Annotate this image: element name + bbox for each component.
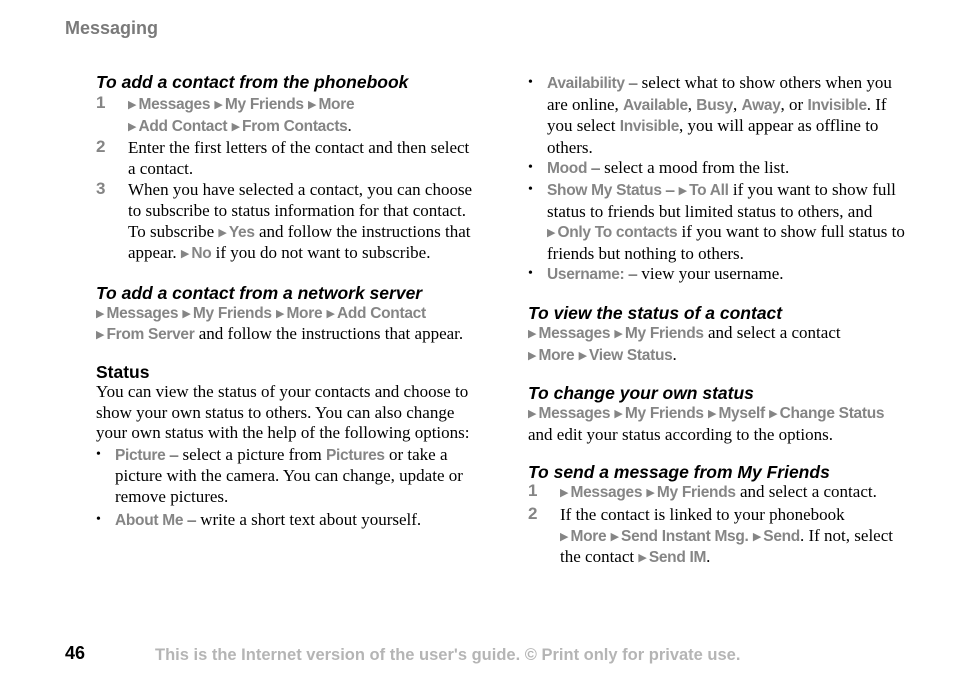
step-3 bbox=[96, 180, 474, 264]
page-number: 46 bbox=[65, 643, 86, 663]
arrow-icon: ▶ bbox=[610, 530, 620, 543]
bullet-mood bbox=[528, 158, 908, 180]
arrow-icon: ▶ bbox=[614, 408, 623, 421]
menu-more: More bbox=[570, 527, 607, 545]
menu-busy: Busy bbox=[696, 96, 733, 114]
menu-send-instant-msg: Send Instant Msg. bbox=[621, 527, 749, 545]
arrow-icon: ▶ bbox=[96, 329, 105, 342]
bullet-picture bbox=[96, 445, 474, 508]
menu-more: More bbox=[318, 96, 355, 113]
arrow-icon: ▶ bbox=[528, 408, 537, 421]
step-text: and select a contact. bbox=[735, 482, 877, 502]
bullet-text: – select what to show others when you are online, bbox=[547, 73, 892, 114]
heading-change-status: To change your own status bbox=[528, 383, 754, 404]
bullet-text: if you want to show full status to friends but nothing to others. bbox=[547, 222, 905, 263]
heading-status: Status bbox=[96, 361, 150, 382]
right-column bbox=[528, 73, 908, 569]
arrow-icon: ▶ bbox=[528, 349, 537, 362]
menu-more: More bbox=[538, 346, 575, 364]
status-paragraph: You can view the status of your contacts and choose to show your own status to others. You can also change your own status with the help of the following options: bbox=[96, 381, 470, 443]
step-text: If the contact is linked to your phonebook bbox=[560, 504, 845, 524]
menu-username: Username: bbox=[547, 266, 625, 284]
bullet-text: . If you select bbox=[547, 94, 887, 136]
arrow-icon: ▶ bbox=[614, 327, 623, 340]
menu-myself: Myself bbox=[718, 405, 765, 423]
instruction-text: and follow the instructions that appear. bbox=[194, 324, 464, 344]
arrow-icon: ▶ bbox=[307, 99, 317, 111]
arrow-icon: ▶ bbox=[326, 307, 335, 320]
punct: , bbox=[687, 94, 697, 114]
menu-mood: Mood bbox=[547, 160, 588, 178]
menu-my-friends: My Friends bbox=[624, 405, 704, 423]
step-2 bbox=[96, 138, 474, 179]
menu-messages: Messages bbox=[138, 96, 211, 113]
heading-add-from-phonebook: To add a contact from the phonebook bbox=[96, 72, 409, 92]
arrow-icon: ▶ bbox=[646, 487, 655, 500]
bullet-icon: • bbox=[528, 160, 533, 176]
menu-only-to-contacts: Only To contacts bbox=[557, 224, 678, 242]
arrow-icon: ▶ bbox=[214, 99, 223, 111]
menu-about-me: About Me bbox=[115, 511, 184, 529]
menu-send: Send bbox=[763, 527, 800, 545]
step-text: . If not, select the contact bbox=[560, 525, 893, 567]
step-1 bbox=[96, 94, 474, 137]
heading-add-from-server: To add a contact from a network server bbox=[96, 282, 423, 303]
menu-add-contact: Add Contact bbox=[337, 304, 426, 322]
step-text: and follow the instructions that appear. bbox=[128, 221, 471, 263]
step-number: 1 bbox=[96, 93, 106, 112]
step-1 bbox=[528, 482, 908, 504]
arrow-icon: ▶ bbox=[231, 120, 241, 133]
arrow-icon: ▶ bbox=[275, 307, 285, 320]
menu-my-friends: My Friends bbox=[624, 324, 704, 342]
bullet-text: – write a short text about yourself. bbox=[183, 509, 422, 529]
arrow-icon: ▶ bbox=[528, 327, 537, 340]
bullet-icon: • bbox=[528, 181, 533, 197]
bullet-text: if you want to show full status to friends but limited status to others, and bbox=[547, 179, 896, 221]
menu-from-server: From Server bbox=[106, 326, 195, 344]
step-number: 1 bbox=[528, 481, 538, 501]
arrow-icon: ▶ bbox=[96, 307, 105, 320]
step-2 bbox=[528, 505, 908, 569]
arrow-icon: ▶ bbox=[180, 248, 190, 261]
menu-view-status: View Status bbox=[589, 346, 673, 364]
menu-yes: Yes bbox=[228, 223, 255, 241]
instruction-text: and edit your status according to the options. bbox=[528, 424, 833, 444]
bullet-icon: • bbox=[96, 511, 101, 527]
bullet-icon: • bbox=[96, 446, 101, 462]
menu-show-my-status: Show My Status bbox=[547, 181, 662, 199]
change-status-instructions bbox=[528, 403, 908, 445]
step-number: 2 bbox=[528, 503, 538, 523]
menu-my-friends: My Friends bbox=[192, 304, 272, 322]
footer-notice: This is the Internet version of the user's guide. © Print only for private use. bbox=[155, 646, 741, 664]
step-text: if you do not want to subscribe. bbox=[211, 243, 431, 263]
menu-messages: Messages bbox=[538, 405, 611, 423]
menu-more: More bbox=[286, 304, 323, 322]
server-instructions bbox=[96, 303, 474, 346]
left-column bbox=[96, 73, 474, 531]
bullet-show-my-status bbox=[528, 180, 908, 264]
step-number: 2 bbox=[96, 137, 106, 157]
menu-my-friends: My Friends bbox=[224, 96, 304, 113]
menu-availability: Availability bbox=[547, 75, 625, 92]
bullet-text: – select a mood from the list. bbox=[587, 158, 790, 178]
menu-pictures: Pictures bbox=[325, 446, 385, 464]
punct: . bbox=[706, 547, 711, 567]
arrow-icon: ▶ bbox=[578, 349, 588, 362]
menu-change-status: Change Status bbox=[779, 405, 885, 423]
menu-no: No bbox=[191, 245, 212, 263]
bullet-text: or take a picture with the camera. You can change, update or remove pictures. bbox=[115, 444, 463, 506]
punct: , bbox=[733, 94, 742, 114]
view-status-instructions bbox=[528, 323, 908, 366]
step-text: Enter the first letters of the contact and then select a contact. bbox=[128, 138, 470, 178]
bullet-about-me bbox=[96, 510, 474, 532]
bullet-icon: • bbox=[528, 75, 533, 90]
bullet-text: – view your username. bbox=[624, 264, 784, 284]
arrow-icon: ▶ bbox=[638, 552, 647, 565]
bullet-text: , you will appear as offline to others. bbox=[547, 116, 879, 157]
menu-messages: Messages bbox=[570, 484, 643, 502]
menu-messages: Messages bbox=[106, 304, 179, 322]
menu-invisible: Invisible bbox=[619, 118, 680, 136]
menu-picture: Picture bbox=[115, 446, 166, 464]
menu-add-contact: Add Contact bbox=[138, 117, 228, 135]
arrow-icon: ▶ bbox=[560, 487, 569, 500]
section-header: Messaging bbox=[65, 18, 159, 38]
bullet-availability bbox=[528, 73, 908, 158]
menu-my-friends: My Friends bbox=[656, 484, 736, 502]
bullet-icon: • bbox=[528, 266, 533, 282]
menu-from-contacts: From Contacts bbox=[242, 117, 348, 135]
bullet-username bbox=[528, 264, 908, 286]
punct: . bbox=[347, 115, 352, 135]
bullet-text: – bbox=[661, 179, 679, 199]
heading-send-message: To send a message from My Friends bbox=[528, 462, 830, 483]
arrow-icon: ▶ bbox=[560, 530, 569, 543]
arrow-icon: ▶ bbox=[752, 530, 762, 543]
menu-send-im: Send IM bbox=[648, 549, 707, 567]
punct: . bbox=[672, 344, 677, 364]
bullet-text: – select a picture from bbox=[165, 444, 326, 464]
menu-messages: Messages bbox=[538, 324, 611, 342]
step-text: When you have selected a contact, you can choose to subscribe to status information for that contact. To subscribe bbox=[128, 180, 473, 241]
step-number: 3 bbox=[96, 179, 106, 199]
arrow-icon: ▶ bbox=[769, 408, 778, 421]
arrow-icon: ▶ bbox=[128, 120, 137, 133]
instruction-text: and select a contact bbox=[703, 322, 841, 342]
arrow-icon: ▶ bbox=[218, 226, 227, 239]
arrow-icon: ▶ bbox=[678, 184, 688, 197]
arrow-icon: ▶ bbox=[547, 227, 556, 240]
menu-invisible: Invisible bbox=[807, 96, 867, 114]
bullet-text: , or bbox=[780, 94, 808, 114]
menu-away: Away bbox=[741, 96, 781, 114]
arrow-icon: ▶ bbox=[707, 408, 717, 421]
arrow-icon: ▶ bbox=[182, 307, 191, 320]
menu-to-all: To All bbox=[689, 181, 729, 199]
heading-view-status: To view the status of a contact bbox=[528, 302, 783, 323]
arrow-icon: ▶ bbox=[128, 99, 137, 111]
menu-available: Available bbox=[623, 96, 688, 114]
